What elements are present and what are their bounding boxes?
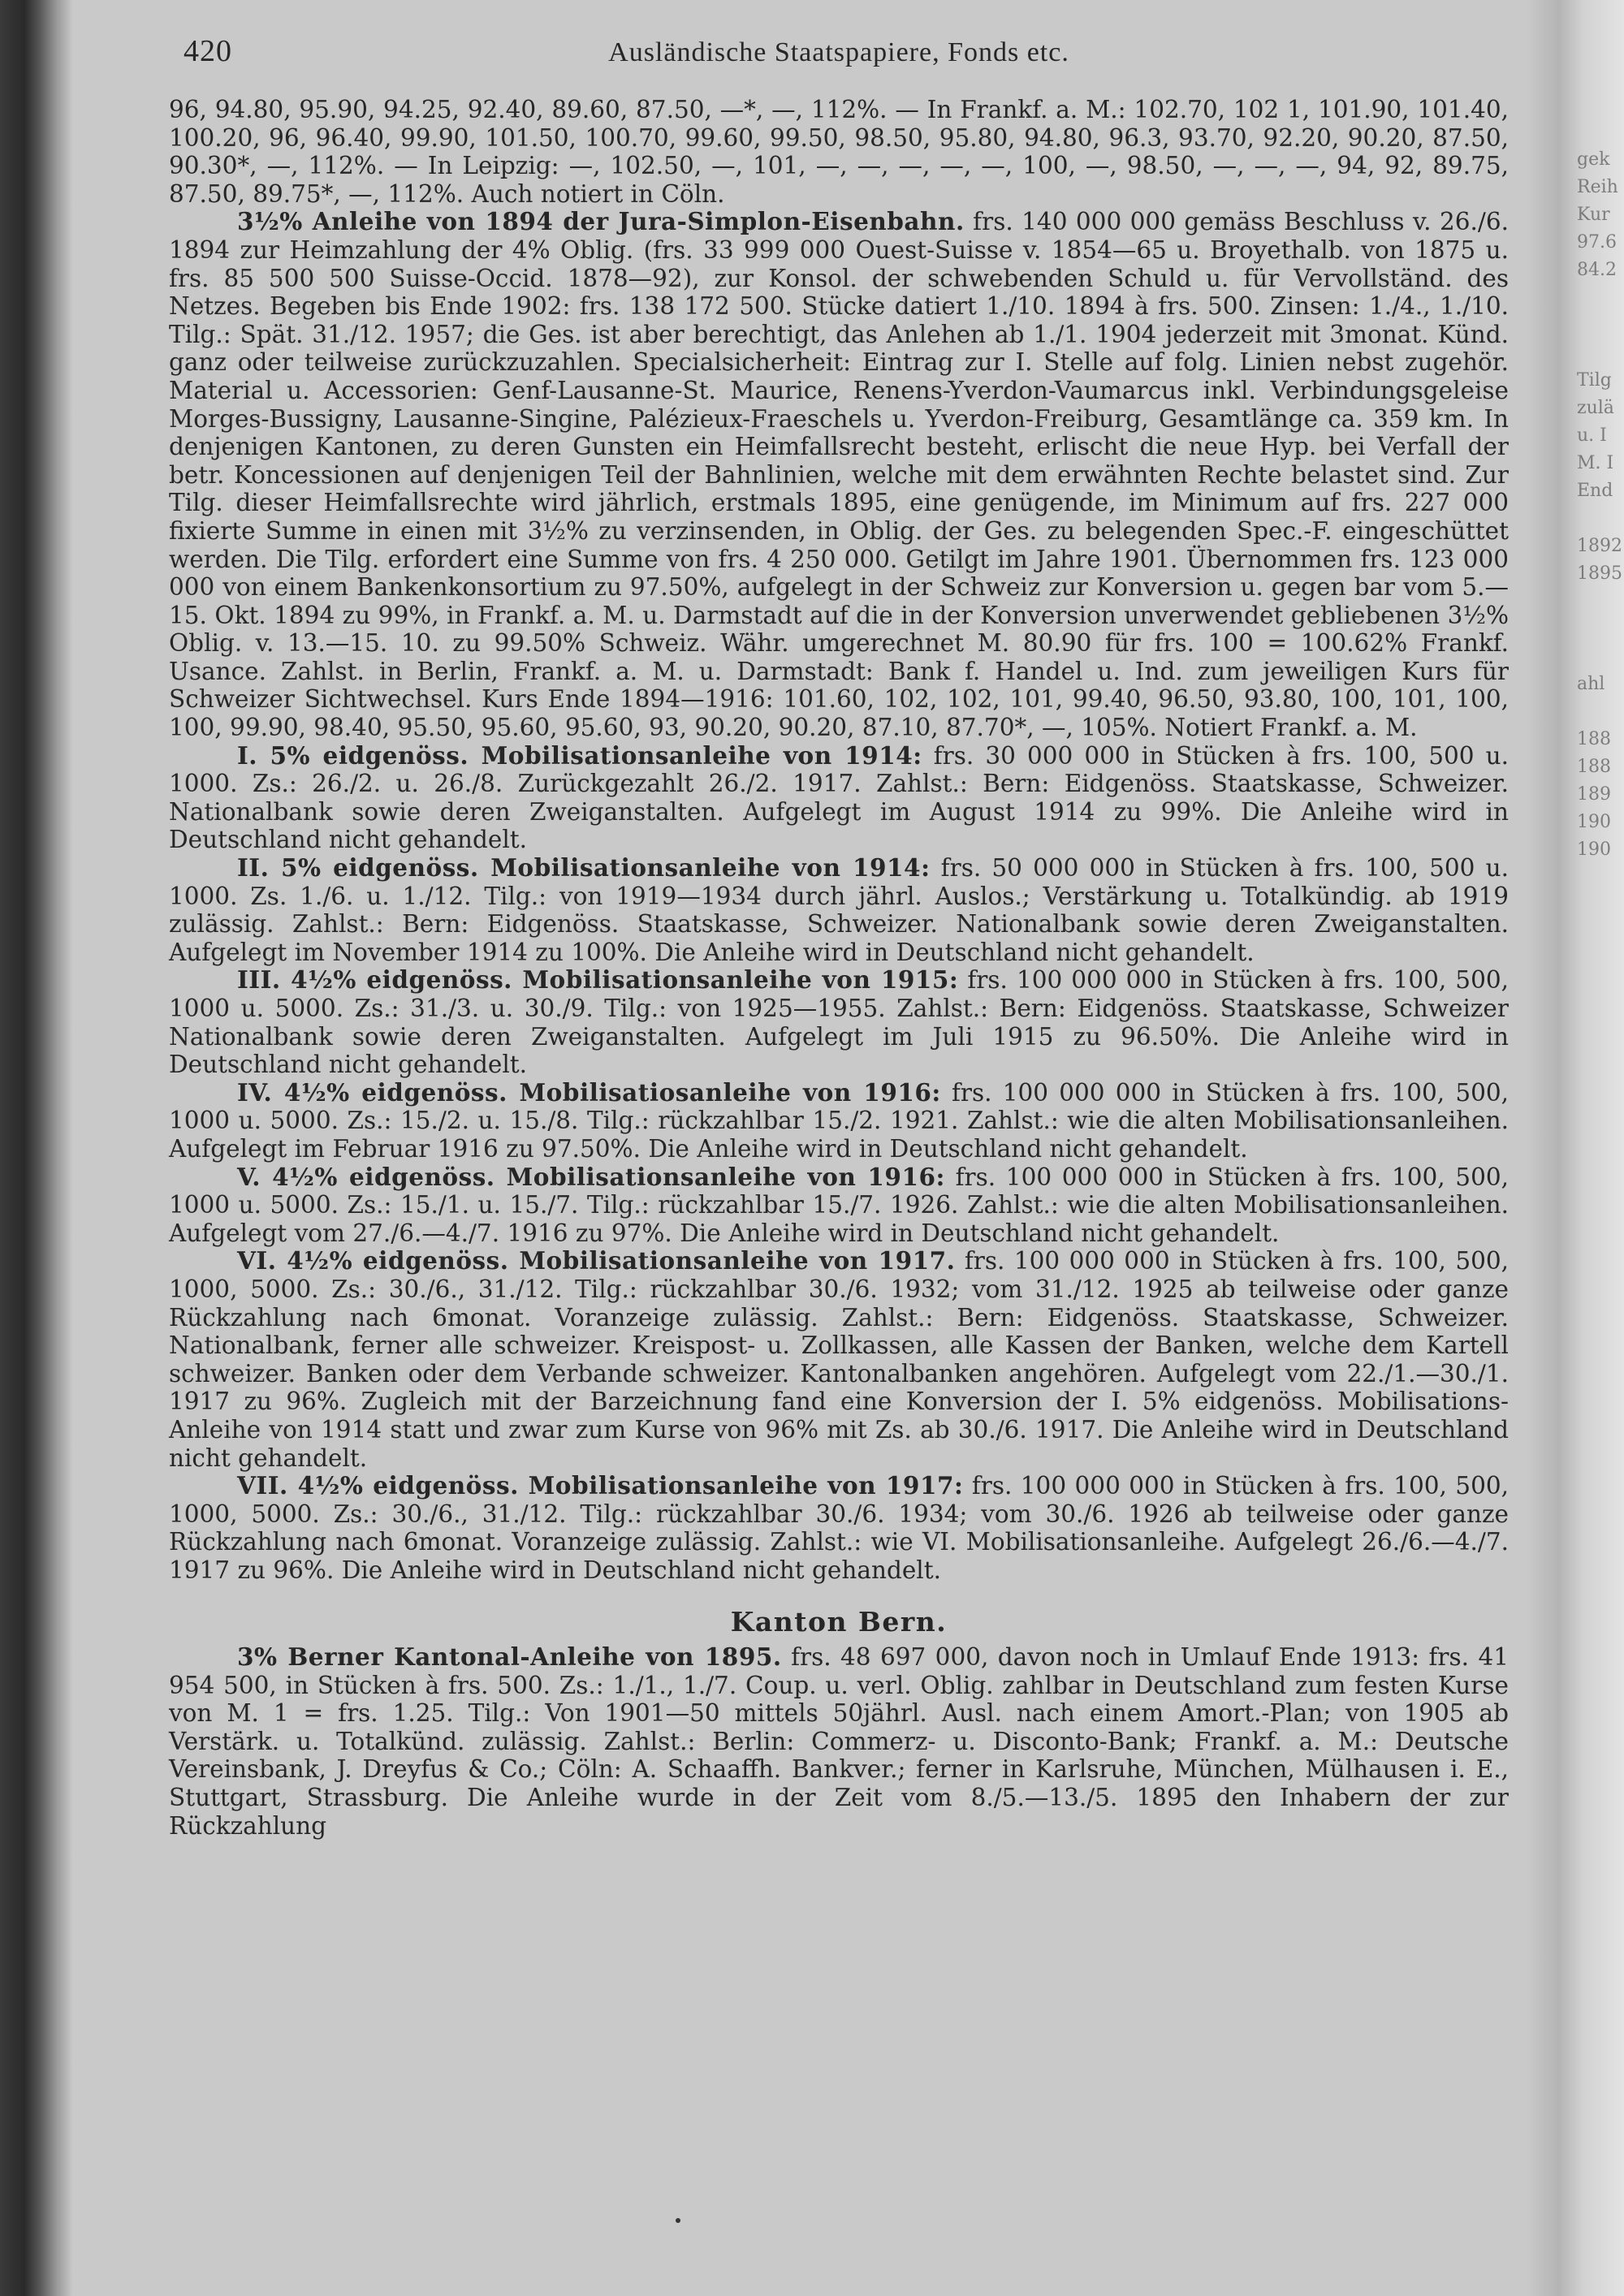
margin-fragment: End [1577, 481, 1613, 501]
margin-fragment: 97.6 [1577, 232, 1617, 252]
entry-heading: V. 4½% eidgenöss. Mobilisationsanleihe von 1916: [237, 1162, 945, 1191]
section-title: Kanton Bern. [730, 1606, 948, 1638]
page-number: 420 [184, 34, 232, 68]
scan-left-edge [0, 0, 73, 2296]
print-speck [676, 2218, 680, 2223]
page-header [169, 32, 1509, 84]
margin-fragment: 1892 [1577, 536, 1622, 556]
entry-heading: II. 5% eidgenöss. Mobilisationsanleihe von 1914: [237, 853, 931, 883]
paragraph-text: frs. 100 000 000 in Stücken à frs. 100, 500, 1000 u. 5000. Zs.: 15./1. u. 15./7. Tilg.: rückzahlbar 15./7. 1926. Zahlst.: wie die alten Mobilisationsanleihen. Aufgelegt vom 27./6.—4./7. 1916 zu 97%. Die Anleihe wird in Deutschland nicht gehandelt. [169, 1163, 1509, 1247]
paragraph-mobilisation-i [169, 742, 1509, 854]
entry-heading: 3½% Anleihe von 1894 der Jura-Simplon-Eisenbahn. [237, 207, 965, 236]
margin-fragment: 188 [1577, 729, 1611, 749]
paragraph-mobilisation-vi [169, 1247, 1509, 1472]
paragraph-text: frs. 100 000 000 in Stücken à frs. 100, 500, 1000 u. 5000. Zs.: 31./3. u. 30./9. Tilg.: von 1925—1955. Zahlst.: Bern: Eidgenöss. Staatskasse, Schweizer Nationalbank sowie deren Zweiganstalten. Aufgelegt im Juli 1915 zu 96.50%. Die Anleihe wird in Deutschland nicht gehandelt. [169, 966, 1509, 1079]
running-head: Ausländische Staatspapiere, Fonds etc. [608, 37, 1069, 67]
margin-fragment: 84.2 [1577, 260, 1617, 280]
entry-heading: 3% Berner Kantonal-Anleihe von 1895. [237, 1642, 782, 1672]
margin-fragment: 190 [1577, 839, 1611, 860]
margin-fragment: 189 [1577, 784, 1611, 805]
margin-fragment: Reih [1577, 177, 1618, 197]
entry-heading: VI. 4½% eidgenöss. Mobilisationsanleihe von 1917. [237, 1246, 956, 1275]
paragraph-text: frs. 50 000 000 in Stücken à frs. 100, 500 u. 1000. Zs. 1./6. u. 1./12. Tilg.: von 1919—1934 durch jährl. Auslos.; Verstärkung u. Totalkündig. ab 1919 zulässig. Zahlst.: Bern: Eidgenöss. Staatskasse, Schweizer. Nationalbank sowie deren Zweiganstalten. Aufgelegt im November 1914 zu 100%. Die Anleihe wird in Deutschland nicht gehandelt. [169, 854, 1509, 966]
margin-fragment: zulä [1577, 398, 1614, 418]
paragraph-text: frs. 140 000 000 gemäss Beschluss v. 26./6. 1894 zur Heimzahlung der 4% Oblig. (frs. 33 999 000 Ouest-Suisse v. 1854—65 u. Broyethalb. von 1875 u. frs. 85 500 500 Suisse-Occid. 1878—92), zur Konsol. der schwebenden Schuld u. für Vervollständ. des Netzes. Begeben bis Ende 1902: frs. 138 172 500. Stücke datiert 1./10. 1894 à frs. 500. Zinsen: 1./4., 1./10. Tilg.: Spät. 31./12. 1957; die Ges. ist aber berechtigt, das Anlehen ab 1./1. 1904 jederzeit mit 3monat. Künd. ganz oder teilweise zurückzuzahlen. Specialsicherheit: Eintrag zur I. Stelle auf folg. Linien nebst zugehör. Material u. Accessorien: Genf-Lausanne-St. Maurice, Renens-Yverdon-Vaumarcus inkl. Verbindungsgeleise Morges-Bussigny, Lausanne-Singine, Palézieux-Fraeschels u. Yverdon-Freiburg, Gesamtlänge ca. 359 km. In denjenigen Kantonen, zu deren Gunsten ein Heimfallsrecht besteht, erlischt die neue Hyp. bei Verfall der betr. Koncessionen auf denjenigen Teil der Bahnlinien, welche mit dem erwähnten Rechte belastet sind. Zur Tilg. dieser Heimfallsrechte wird jährlich, erstmals 1895, eine genügende, im Minimum auf frs. 227 000 fixierte Summe in einen mit 3½% zu verzinsenden, in Oblig. der Ges. zu belegenden Spec.-F. eingeschüttet werden. Die Tilg. erfordert eine Summe von frs. 4 250 000. Getilgt im Jahre 1901. Übernommen frs. 123 000 000 von einem Bankenkonsortium zu 97.50%, aufgelegt in der Schweiz zur Konversion u. gegen bar vom 5.—15. Okt. 1894 zu 99%, in Frankf. a. M. u. Darmstadt auf die in der Konversion unverwendet gebliebenen 3½% Oblig. v. 13.—15. 10. zu 99.50% Schweiz. Währ. umgerechnet M. 80.90 für frs. 100 = 100.62% Frankf. Usance. Zahlst. in Berlin, Frankf. a. M. u. Darmstadt: Bank f. Handel u. Ind. zum jeweiligen Kurs für Schweizer Sichtwechsel. Kurs Ende 1894—1916: 101.60, 102, 102, 101, 99.40, 96.50, 93.80, 100, 101, 100, 100, 99.90, 98.40, 95.50, 95.60, 95.60, 93, 90.20, 90.20, 87.10, 87.70*, —, 105%. Notiert Frankf. a. M. [169, 208, 1509, 742]
paragraph-mobilisation-ii [169, 854, 1509, 966]
paragraph-mobilisation-vii [169, 1472, 1509, 1584]
adjacent-page-fragments [1577, 146, 1624, 864]
margin-fragment: Tilg [1577, 370, 1612, 391]
paragraph-text: frs. 30 000 000 in Stücken à frs. 100, 500 u. 1000. Zs.: 26./2. u. 26./8. Zurückgezahlt 26./2. 1917. Zahlst.: Bern: Eidgenöss. Staatskasse, Schweizer. Nationalbank sowie deren Zweiganstalten. Aufgelegt im August 1914 zu 99%. Die Anleihe wird in Deutschland nicht gehandelt. [169, 741, 1509, 854]
paragraph-mobilisation-v [169, 1163, 1509, 1248]
paragraph-berner-anleihe [169, 1643, 1509, 1840]
margin-fragment: 1895 [1577, 563, 1622, 584]
margin-fragment: 188 [1577, 757, 1611, 777]
paragraph-text: frs. 100 000 000 in Stücken à frs. 100, 500, 1000, 5000. Zs.: 30./6., 31./12. Tilg.: rückzahlbar 30./6. 1934; vom 30./6. 1926 ab teilweise oder ganze Rückzahlung nach 6monat. Voranzeige zulässig. Zahlst.: wie VI. Mobilisationsanleihe. Aufgelegt 26./6.—4./7. 1917 zu 96%. Die Anleihe wird in Deutschland nicht gehandelt. [169, 1472, 1509, 1584]
paragraph-mobilisation-iv [169, 1079, 1509, 1163]
entry-heading: III. 4½% eidgenöss. Mobilisationsanleihe von 1915: [237, 965, 959, 995]
paragraph-text: frs. 100 000 000 in Stücken à frs. 100, 500, 1000, 5000. Zs.: 30./6., 31./12. Tilg.: rückzahlbar 30./6. 1932; vom 31./12. 1925 ab teilweise oder ganze Rückzahlung nach 6monat. Voranzeige zulässig. Zahlst.: Bern: Eidgenöss. Staatskasse, Schweizer. Nationalbank, ferner alle schweizer. Kreispost- u. Zollkassen, alle Kassen der Banken, welche dem Kartell schweizer. Banken oder dem Verbande schweizer. Kantonalbanken angehören. Aufgelegt vom 22./1.—30./1. 1917 zu 96%. Zugleich mit der Barzeichnung fand eine Konversion der I. 5% eidgenöss. Mobilisations-Anleihe von 1914 statt und zwar zum Kurse von 96% mit Zs. ab 30./6. 1917. Die Anleihe wird in Deutschland nicht gehandelt. [169, 1247, 1509, 1472]
entry-heading: IV. 4½% eidgenöss. Mobilisatiosanleihe von 1916: [237, 1077, 941, 1107]
paragraph-text: 96, 94.80, 95.90, 94.25, 92.40, 89.60, 87.50, —*, —, 112%. — In Frankf. a. M.: 102.70, 102 1, 101.90, 101.40, 100.20, 96, 96.40, 99.90, 101.50, 100.70, 99.60, 99.50, 98.50, 95.80, 94.80, 96.3, 93.70, 92.20, 90.20, 87.50, 90.30*, —, 112%. — In Leipzig: —, 102.50, —, 101, —, —, —, —, —, 100, —, 98.50, —, —, —, 94, 92, 89.75, 87.50, 89.75*, —, 112%. Auch notiert in Cöln. [169, 96, 1509, 208]
margin-fragment: 190 [1577, 812, 1611, 832]
margin-fragment: u. I [1577, 425, 1607, 446]
paragraph-jura-simplon [169, 208, 1509, 741]
margin-fragment: ahl [1577, 674, 1605, 694]
paragraph-kurse-continued [169, 96, 1509, 208]
document-page [169, 32, 1509, 1840]
paragraph-text: frs. 100 000 000 in Stücken à frs. 100, 500, 1000 u. 5000. Zs.: 15./2. u. 15./8. Tilg.: rückzahlbar 15./2. 1921. Zahlst.: wie die alten Mobilisationsanleihen. Aufgelegt im Februar 1916 zu 97.50%. Die Anleihe wird in Deutschland nicht gehandelt. [169, 1078, 1509, 1163]
margin-fragment: gek [1577, 149, 1610, 170]
margin-fragment: Kur [1577, 205, 1610, 225]
entry-heading: I. 5% eidgenöss. Mobilisationsanleihe von 1914: [237, 740, 922, 770]
paragraph-text: frs. 48 697 000, davon noch in Umlauf Ende 1913: frs. 41 954 500, in Stücken à frs. 500. Zs.: 1./1., 1./7. Coup. u. verl. Oblig. zahlbar in Deutschland zum festen Kurse von M. 1 = frs. 1.25. Tilg.: Von 1901—50 mittels 50jährl. Ausl. nach einem Amort.-Plan; von 1905 ab Verstärk. u. Totalkünd. zulässig. Zahlst.: Berlin: Commerz- u. Disconto-Bank; Frankf. a. M.: Deutsche Vereinsbank, J. Dreyfus & Co.; Cöln: A. Schaaffh. Bankver.; ferner in Karlsruhe, München, Mülhausen i. E., Stuttgart, Strassburg. Die Anleihe wurde in der Zeit vom 8./5.—13./5. 1895 den Inhabern der zur Rückzahlung [169, 1643, 1509, 1840]
margin-fragment: M. I [1577, 453, 1614, 473]
entry-heading: VII. 4½% eidgenöss. Mobilisationsanleihe von 1917: [237, 1471, 964, 1500]
paragraph-mobilisation-iii [169, 966, 1509, 1078]
